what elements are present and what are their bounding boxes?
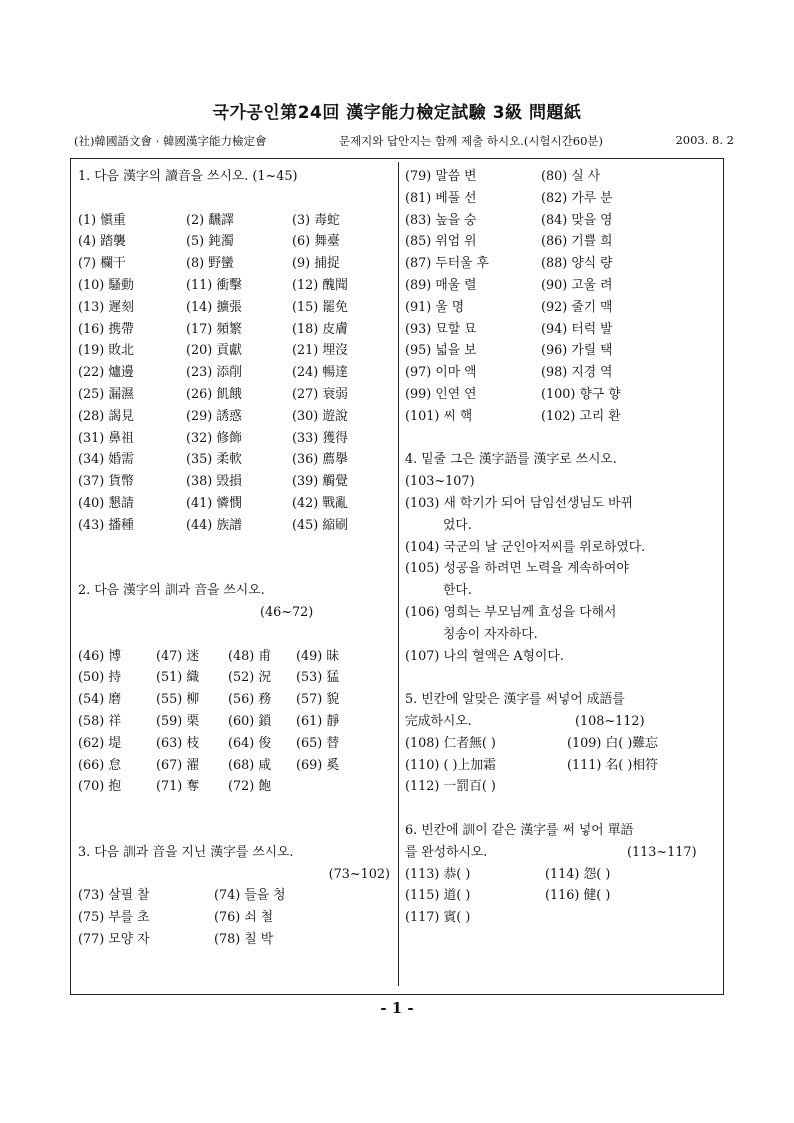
- question-item: (35) 柔軟: [186, 452, 242, 468]
- question-item: (99) 인연 연: [405, 386, 477, 402]
- section6-heading-line2: [405, 842, 721, 864]
- question-item: (51) 織: [156, 670, 200, 686]
- question-item: (101) 씨 핵: [405, 408, 473, 424]
- question-item: (30) 遊說: [292, 408, 348, 424]
- section2-list: [78, 646, 394, 799]
- question-item: (116) 健( ): [545, 888, 611, 904]
- question-item: (28) 謁見: [78, 408, 134, 424]
- question-item: (32) 修飾: [186, 430, 242, 446]
- question-item: (37) 貨幣: [78, 474, 134, 490]
- section5-heading-line2: [405, 711, 721, 733]
- question-row: [78, 340, 394, 362]
- question-item: (90) 고울 려: [541, 277, 613, 293]
- question-row: [78, 929, 394, 951]
- question-item: (74) 들을 청: [214, 888, 286, 904]
- question-item: (97) 이마 액: [405, 365, 477, 381]
- question-item: (110) ( )上加霜: [405, 757, 496, 773]
- question-item: (112) 一罰百( ): [405, 779, 496, 795]
- question-item: (31) 鼻祖: [78, 430, 134, 446]
- question-line: (105) 성공을 하려면 노력을 계속하여야: [405, 561, 629, 577]
- question-item: (47) 迷: [156, 648, 200, 664]
- question-item: (61) 靜: [296, 713, 340, 729]
- question-item: (63) 枝: [156, 735, 200, 751]
- section6-heading: 6. 빈칸에 訓이 같은 漢字를 써 넣어 單語: [405, 822, 634, 838]
- question-row: [78, 406, 394, 428]
- question-row: [78, 362, 394, 384]
- section1-list: [78, 210, 394, 537]
- question-item: (43) 播種: [78, 517, 134, 533]
- question-row: [405, 864, 721, 886]
- question-row: [78, 733, 394, 755]
- right-column: [405, 166, 721, 929]
- question-item: (83) 높을 숭: [405, 212, 477, 228]
- section3-range: (73~102): [328, 866, 390, 882]
- question-item: (25) 漏濕: [78, 386, 134, 402]
- question-item: (77) 모양 자: [78, 931, 150, 947]
- question-row: [78, 885, 394, 907]
- question-row: [78, 449, 394, 471]
- question-line: (103) 새 학기가 되어 담임선생님도 바뀌: [405, 495, 633, 511]
- question-item: (12) 醜聞: [292, 277, 348, 293]
- question-item: (50) 持: [78, 670, 122, 686]
- question-item: (10) 騷動: [78, 277, 134, 293]
- question-row: [405, 755, 721, 777]
- question-item: (18) 皮膚: [292, 321, 348, 337]
- left-column: [78, 166, 394, 951]
- question-item: (62) 堤: [78, 735, 122, 751]
- question-item: (34) 婚需: [78, 452, 134, 468]
- question-item: (3) 毒蛇: [292, 212, 340, 228]
- question-row: [78, 515, 394, 537]
- section5-heading: 5. 빈칸에 알맞은 漢字를 써넣어 成語를: [405, 692, 625, 708]
- section3-list-right: [405, 166, 721, 428]
- question-row: [78, 667, 394, 689]
- question-item: (45) 縮刷: [292, 517, 348, 533]
- question-item: (95) 넓을 보: [405, 343, 477, 359]
- question-row: [78, 297, 394, 319]
- question-item: (48) 甫: [228, 648, 272, 664]
- question-item: (7) 欄干: [78, 256, 126, 272]
- question-item: (72) 飽: [228, 779, 272, 795]
- question-row: [405, 231, 721, 253]
- question-row: [405, 907, 721, 929]
- question-row: [78, 907, 394, 929]
- question-item: (20) 貢獻: [186, 343, 242, 359]
- exam-title: 국가공인第24回 漢字能力檢定試驗 3級 問題紙: [212, 103, 582, 123]
- question-item: (21) 埋沒: [292, 343, 348, 359]
- question-item: (79) 말씀 변: [405, 169, 477, 184]
- question-item: (73) 살필 찰: [78, 888, 150, 904]
- question-row: [78, 210, 394, 232]
- question-row: [78, 646, 394, 668]
- question-line: (104) 국군의 날 군인아저씨를 위로하였다.: [405, 539, 646, 555]
- question-item: [567, 776, 717, 798]
- question-item: (102) 고리 환: [541, 408, 621, 424]
- question-item: (65) 替: [296, 735, 340, 751]
- question-item: (96) 가릴 택: [541, 343, 613, 359]
- question-item: (80) 실 사: [541, 169, 601, 184]
- page-number: - 1 -: [380, 999, 414, 1017]
- question-row: [405, 362, 721, 384]
- question-item: (100) 향구 향: [541, 386, 621, 402]
- exam-date: 2003. 8. 2: [675, 133, 734, 147]
- question-row: [78, 253, 394, 275]
- exam-subtitle: [74, 133, 734, 149]
- question-item: (14) 擴張: [186, 299, 242, 315]
- question-item: (8) 野蠻: [186, 256, 234, 272]
- section6-heading2: 를 완성하시오.: [405, 844, 488, 860]
- question-row: [405, 319, 721, 341]
- question-row: [405, 253, 721, 275]
- question-item: (22) 爐邊: [78, 365, 134, 381]
- question-row: [78, 493, 394, 515]
- question-item: (69) 奚: [296, 757, 340, 773]
- section4-heading: 4. 밑줄 그은 漢字語를 漢字로 쓰시오.: [405, 452, 617, 468]
- question-item: (29) 誘惑: [186, 408, 242, 424]
- question-item: (58) 祥: [78, 713, 122, 729]
- question-row: [405, 384, 721, 406]
- section4-list: [405, 493, 721, 667]
- question-line: (106) 영희는 부모님께 효성을 다해서: [405, 604, 617, 620]
- question-item: (52) 況: [228, 670, 272, 686]
- question-item: (59) 栗: [156, 713, 200, 729]
- question-item: (76) 쇠 철: [214, 910, 274, 926]
- question-row: [405, 776, 721, 798]
- question-item: (115) 道( ): [405, 888, 471, 904]
- question-row: [78, 711, 394, 733]
- question-item: (108) 仁者無( ): [405, 735, 496, 751]
- question-row: [405, 733, 721, 755]
- question-item: (113) 恭( ): [405, 866, 471, 882]
- question-item: (91) 울 명: [405, 299, 465, 315]
- question-item: (92) 줄기 맥: [541, 299, 613, 315]
- section6-list: [405, 864, 721, 929]
- question-row: [405, 406, 721, 428]
- question-item: (67) 濯: [156, 757, 200, 773]
- question-item: (84) 맞을 영: [541, 212, 613, 228]
- question-item: (94) 터럭 발: [541, 321, 613, 337]
- question-item: (23) 添削: [186, 365, 242, 381]
- question-row: [405, 340, 721, 362]
- question-item: (86) 기쁠 희: [541, 234, 613, 250]
- question-item: (36) 薦擧: [292, 452, 348, 468]
- question-line: 었다.: [443, 517, 472, 533]
- question-item: (4) 踏襲: [78, 234, 126, 250]
- question-row: [405, 275, 721, 297]
- question-row: [405, 210, 721, 232]
- question-row: [405, 885, 721, 907]
- question-line: 칭송이 자자하다.: [443, 626, 538, 642]
- section5-range: (108~112): [575, 713, 645, 729]
- question-item: (114) 怨( ): [545, 866, 611, 882]
- question-row: [78, 428, 394, 450]
- question-row: [78, 755, 394, 777]
- question-line: 한다.: [443, 583, 472, 599]
- question-item: (82) 가루 분: [541, 190, 613, 206]
- question-item: (87) 두터울 후: [405, 256, 489, 272]
- question-item: (41) 憐憫: [186, 495, 242, 511]
- question-item: (27) 衰弱: [292, 386, 348, 402]
- section3-heading: 3. 다음 訓과 音을 지닌 漢字를 쓰시오.: [78, 844, 294, 860]
- question-item: (56) 務: [228, 692, 272, 708]
- question-item: (66) 怠: [78, 757, 122, 773]
- question-item: (11) 衝擊: [186, 277, 242, 293]
- question-item: (26) 飢餓: [186, 386, 242, 402]
- question-item: (39) 觸覺: [292, 474, 348, 490]
- question-item: (81) 베풀 선: [405, 190, 477, 206]
- question-row: [78, 384, 394, 406]
- question-item: (93) 묘할 묘: [405, 321, 477, 337]
- question-item: (70) 抱: [78, 779, 122, 795]
- question-item: (109) 白( )難忘: [567, 735, 658, 751]
- section6-range: (113~117): [627, 844, 697, 860]
- question-item: (17) 頻繁: [186, 321, 242, 337]
- question-row: [78, 689, 394, 711]
- question-item: (75) 부를 초: [78, 910, 150, 926]
- question-item: (98) 지경 역: [541, 365, 613, 381]
- question-item: (24) 暢達: [292, 365, 348, 381]
- question-item: (64) 俊: [228, 735, 272, 751]
- question-item: (46) 博: [78, 648, 122, 664]
- question-item: (6) 舞臺: [292, 234, 340, 250]
- section5-list: [405, 733, 721, 798]
- question-item: (2) 飜譯: [186, 212, 234, 228]
- question-item: (55) 柳: [156, 692, 200, 708]
- section4-range: (103~107): [405, 474, 475, 490]
- section3-list-left: [78, 885, 394, 950]
- question-row: [78, 319, 394, 341]
- question-item: (40) 懇請: [78, 495, 134, 511]
- question-item: (71) 奪: [156, 779, 200, 795]
- question-row: [78, 776, 394, 798]
- question-item: (9) 捕捉: [292, 256, 340, 272]
- question-row: [405, 166, 721, 188]
- section2-range: (46~72): [260, 604, 314, 620]
- section1-heading: 1. 다음 漢字의 讀音을 쓰시오. (1~45): [78, 169, 298, 184]
- question-line: (107) 나의 혈액은 A형이다.: [405, 648, 564, 664]
- question-item: (78) 칠 박: [214, 931, 274, 947]
- question-item: (57) 貌: [296, 692, 340, 708]
- instruction-note: 문제지와 답안지는 함께 제출 하시오.(시험시간60분): [338, 134, 603, 148]
- question-item: (111) 名( )相符: [567, 757, 658, 773]
- question-item: (54) 磨: [78, 692, 122, 708]
- question-item: (38) 毁損: [186, 474, 242, 490]
- column-divider: [398, 162, 399, 986]
- question-item: (5) 鈍濁: [186, 234, 234, 250]
- question-item: (1) 愼重: [78, 212, 126, 228]
- question-row: [78, 275, 394, 297]
- question-item: (13) 遲刻: [78, 299, 134, 315]
- question-item: (60) 鎖: [228, 713, 272, 729]
- section2-heading: 2. 다음 漢字의 訓과 音을 쓰시오.: [78, 583, 265, 599]
- question-item: (85) 위엄 위: [405, 234, 477, 250]
- question-item: (117) 賓( ): [405, 910, 471, 926]
- question-item: (68) 咸: [228, 757, 272, 773]
- question-row: [405, 188, 721, 210]
- question-item: (49) 昧: [296, 648, 340, 664]
- question-item: [545, 907, 685, 929]
- question-item: (19) 敗北: [78, 343, 134, 359]
- question-item: (89) 매울 렬: [405, 277, 477, 293]
- question-item: (88) 양식 량: [541, 256, 613, 272]
- question-item: (15) 罷免: [292, 299, 348, 315]
- question-item: (42) 戰亂: [292, 495, 348, 511]
- question-item: (16) 携帶: [78, 321, 134, 337]
- question-item: (53) 猛: [296, 670, 340, 686]
- question-item: (44) 族譜: [186, 517, 242, 533]
- question-row: [405, 297, 721, 319]
- question-row: [78, 471, 394, 493]
- organization: (社)韓國語文會 · 韓國漢字能力檢定會: [74, 134, 267, 148]
- question-item: (33) 獲得: [292, 430, 348, 446]
- section5-heading2: 完成하시오.: [405, 713, 472, 729]
- question-row: [78, 231, 394, 253]
